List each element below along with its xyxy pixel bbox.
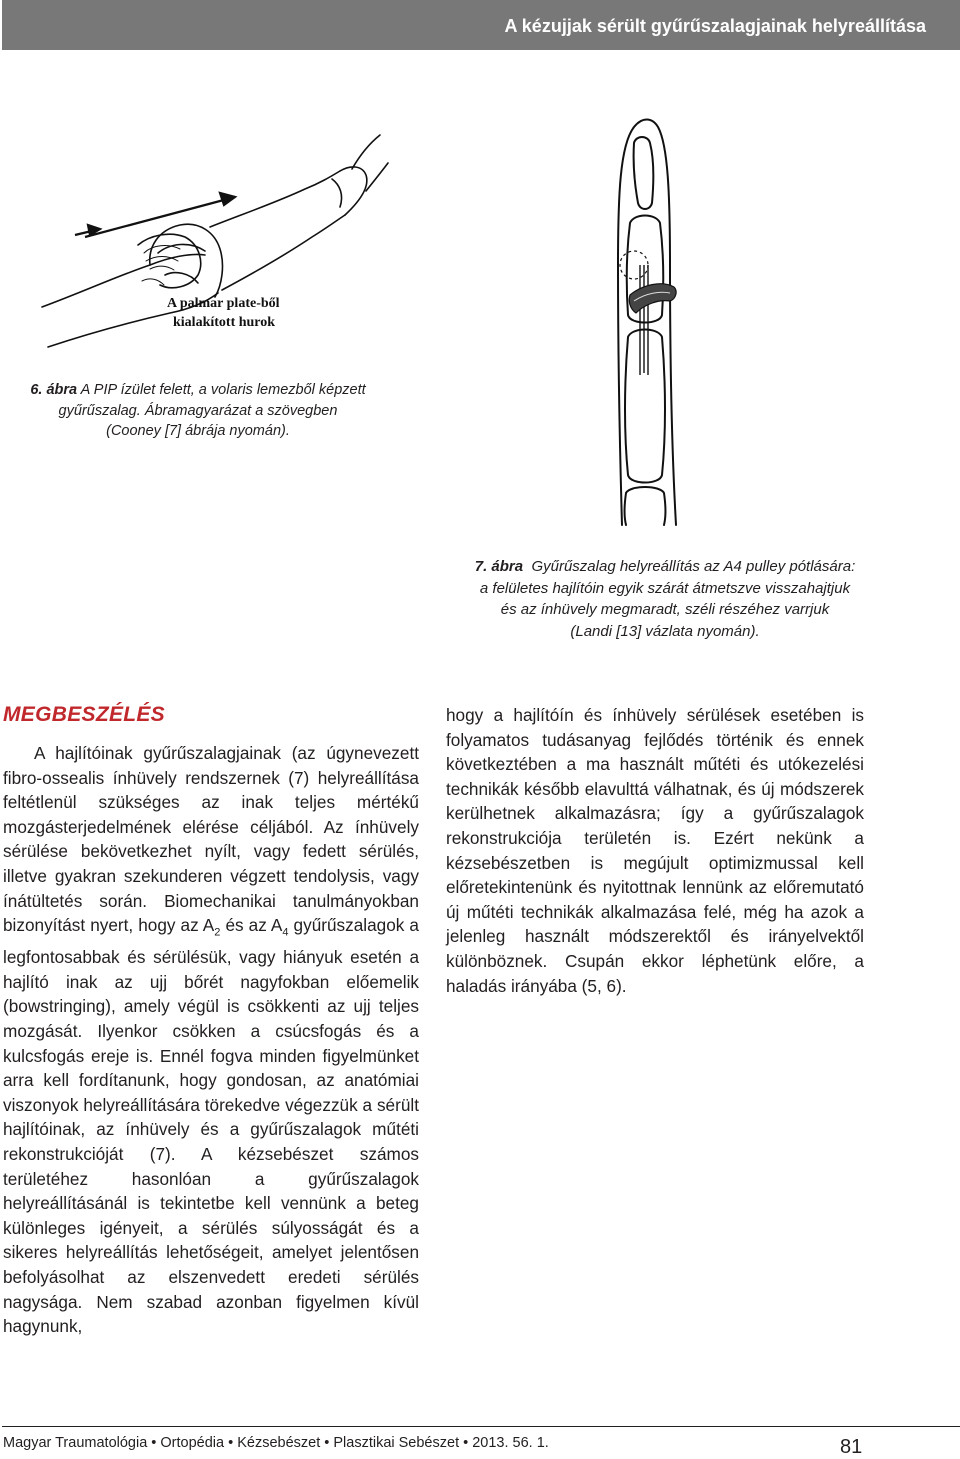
figure-7-caption-line2: a felületes hajlítóin egyik szárát átmetszve visszahajtjuk bbox=[479, 579, 851, 597]
figure-6-label-line1: A palmar plate-ből bbox=[167, 296, 280, 311]
figure-6-caption-line3: (Cooney [7] ábrája nyomán). bbox=[106, 423, 290, 439]
right-column bbox=[446, 703, 864, 998]
figure-6-label-line2: kialakított hurok bbox=[173, 315, 276, 330]
figure-6-caption-line1: A PIP ízület felett, a volaris lemezből képzett bbox=[80, 382, 366, 398]
figure-6-illustration bbox=[40, 125, 390, 355]
left-column-paragraph bbox=[3, 741, 419, 1339]
figure-7-caption-line4: (Landi [13] vázlata nyomán). bbox=[570, 622, 760, 640]
figure-7-caption-number: 7. ábra bbox=[474, 558, 524, 575]
figure-6-caption bbox=[8, 380, 388, 442]
section-title: MEGBESZÉLÉS bbox=[3, 703, 165, 726]
left-text-part1: A hajlítóinak gyűrűszalagjainak (az úgynevezett fibro-ossealis ínhüvely rendszernek (7) helyreállítása feltétlenül szükséges az inak teljes mértékű mozgásterjedelmének elérése céljából. Az ínhüvely sérülése bekövetkezhet nyílt, vagy fedett sérülés, illetve gyakran szekunderen végzett tendolysis, vagy ínátültetés során. Biomechanikai tanulmányokban bizonyítást nyert, hogy az A bbox=[3, 743, 419, 936]
footer-divider bbox=[2, 1426, 960, 1427]
footer-journal: Magyar Traumatológia • Ortopédia • Kézsebészet • Plasztikai Sebészet • 2013. 56. 1. bbox=[3, 1435, 549, 1451]
figure-7-caption-line3: és az ínhüvely megmaradt, széli részéhez varrjuk bbox=[500, 601, 830, 618]
subscript-a2: 2 bbox=[214, 926, 221, 939]
figure-7-illustration bbox=[600, 115, 720, 530]
left-text-part2: és az A bbox=[220, 915, 283, 936]
right-column-paragraph: hogy a hajlítóín és ínhüvely sérülések esetében is folyamatos tudásanyag fejlődés történik és ennek következtében a ma használt műtéti és utókezelési technikák később elavulttá válhatnak, és új módszerek kerülhetnek alkalmazásra; így a gyűrűszalagok rekonstrukciója területén is. Ezért nekünk a kézsebészetben is megújult optimizmussal kell előretekintenünk és nyitottnak lennünk az előremutató új műtéti technikák alkalmazása felé, még ha azok a jelenleg használt módszerektől és irányelvektől különböznek. Csupán ekkor léphetünk előre, a haladás irányába (5, 6). bbox=[446, 705, 864, 996]
left-text-part3: gyűrűszalagok a legfontosabbak és sérülésük, vagy hiányuk esetén a hajlító inak az ujj bőrét nagyfokban előemelik (bowstringing), amely végül is csökkenti az ujj teljes mozgását. Ilyenkor csökken a csúcsfogás és a kulcsfogás ereje is. Ennél fogva minden figyelmünket arra kell fordítanunk, hogy gondosan, az anatómiai viszonyok helyreállítására törekedve végezzük a sérült hajlítóinak, az ínhüvely és a gyűrűszalagok műtéti rekonstrukcióját (7). A kézsebészet számos területéhez hasonlóan a gyűrűszalagok helyreállításánál is tekintetbe kell vennünk a beteg különleges igényeit, a sérülés súlyosságát és a sikeres helyreállítás lehetőségeit, amelyet jelentősen befolyásolhat az elszenvedett eredeti sérülés nagysága. Nem szabad azonban figyelmen kívül hagynunk, bbox=[3, 915, 419, 1337]
subscript-a4: 4 bbox=[282, 926, 289, 939]
page-number: 81 bbox=[840, 1436, 863, 1458]
figure-7-caption bbox=[425, 556, 905, 642]
figure-7-caption-line1: Gyűrűszalag helyreállítás az A4 pulley pótlására: bbox=[531, 558, 856, 575]
header-title: A kézujjak sérült gyűrűszalagjainak helyreállítása bbox=[504, 16, 926, 36]
page-header bbox=[2, 0, 960, 50]
left-column bbox=[3, 741, 419, 1339]
figure-6-caption-number: 6. ábra bbox=[30, 382, 78, 398]
figure-6-caption-line2: gyűrűszalag. Ábramagyarázat a szövegben bbox=[58, 402, 338, 419]
